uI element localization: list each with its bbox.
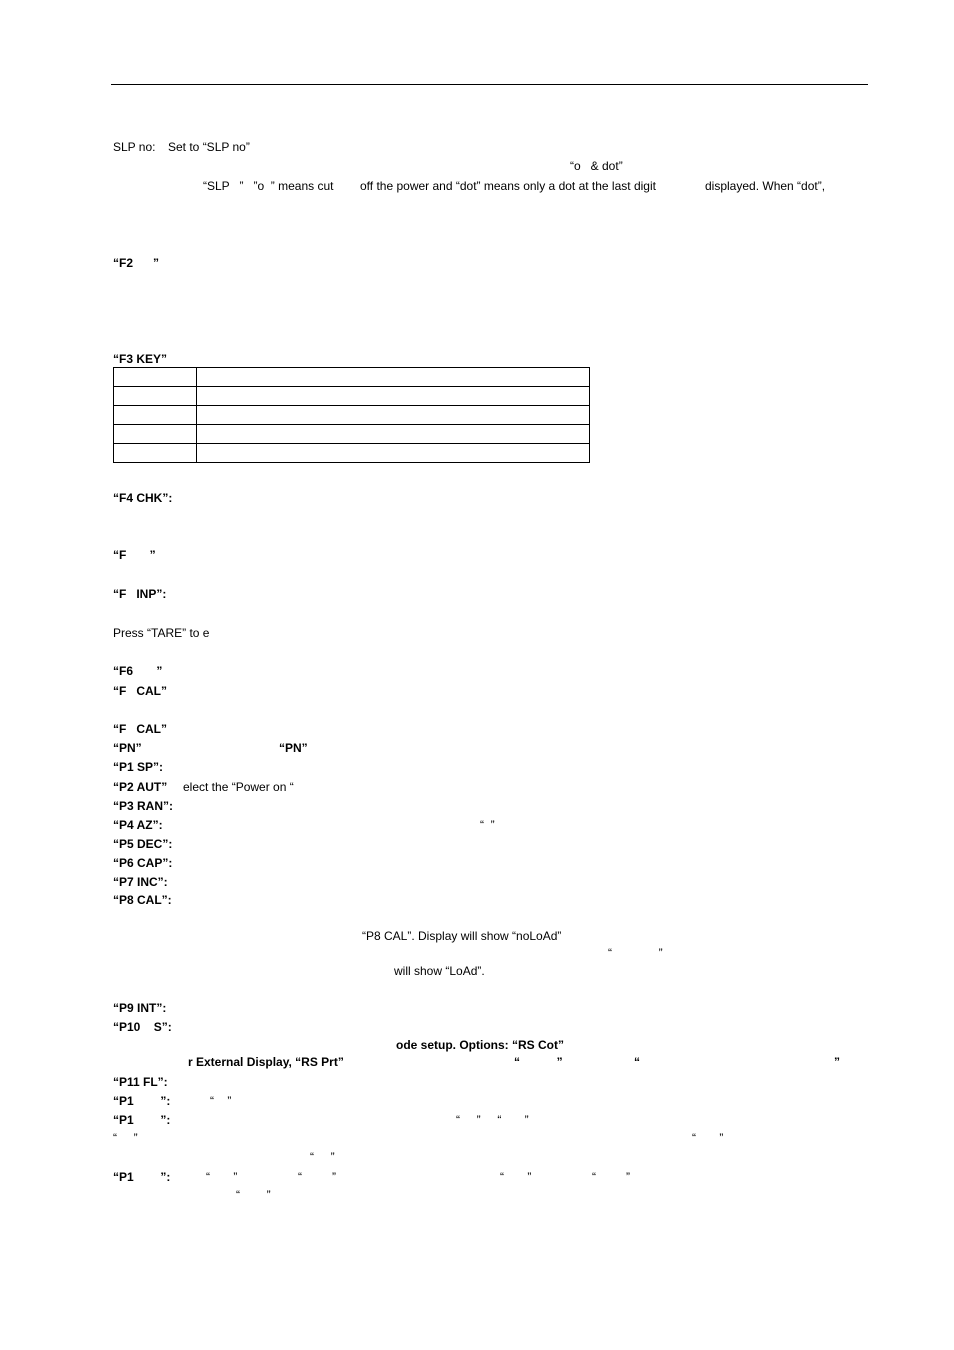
slp-desc-1: “SLP ” ”o ” means cut [203,179,334,193]
p7-heading: “P7 INC”: [113,875,168,889]
p14-text-3: “ ” [500,1170,532,1184]
p9-heading: “P9 INT”: [113,1001,167,1015]
p10-text-4: “ [634,1055,640,1069]
press-tare-text: Press “TARE” to e [113,626,210,640]
p14-text-2: “ ” [298,1170,336,1184]
finp-heading: “F INP”: [113,587,167,601]
p14-text-1: “ ” [206,1170,238,1184]
p11-heading: “P11 FL”: [113,1075,168,1089]
slp-desc-2: off the power and “dot” means only a dot at the last digit [360,179,656,193]
f3-heading: “F3 KEY” [113,352,168,366]
p5-heading: “P5 DEC”: [113,837,173,851]
p10-heading: “P10 S”: [113,1020,172,1034]
slp-desc-3: displayed. When “dot”, [705,179,826,193]
table-cell [114,425,197,444]
table-row [114,368,590,387]
p2-heading: “P2 AUT” [113,780,168,794]
pn-heading: “PN” [113,741,142,755]
pn-inline: “PN” [279,741,308,755]
p10-text-3: “ ” [514,1055,563,1069]
p1-heading: “P1 SP”: [113,760,164,774]
o-dot-text: “o & dot” [570,159,623,173]
table-cell [197,425,590,444]
p8-text-2: “ ” [608,946,663,960]
table-cell [197,368,590,387]
p8-heading: “P8 CAL”: [113,893,172,907]
quote-line-2: “ ” [310,1150,335,1164]
p12-heading: “P1 ”: [113,1094,171,1108]
table-cell [197,444,590,463]
table-cell [197,387,590,406]
p12-text: “ ” [210,1094,232,1108]
table-row [114,406,590,425]
table-row [114,444,590,463]
p3-heading: “P3 RAN”: [113,799,174,813]
fcal-heading-2: “F CAL” [113,722,167,736]
fcal-heading-1: “F CAL” [113,684,167,698]
p10-text-5: ” [834,1055,840,1069]
quote-line-1b: “ ” [692,1131,724,1145]
p10-text-2: r External Display, “RS Prt” [188,1055,344,1069]
f2-heading: “F2 ” [113,256,160,270]
table-row [114,425,590,444]
p13-heading: “P1 ”: [113,1113,171,1127]
table-cell [114,406,197,425]
key-table [113,367,590,463]
p4-quote: “ ” [480,818,495,832]
p8-text-1: “P8 CAL”. Display will show “noLoAd” [362,929,562,943]
table-row [114,387,590,406]
header-rule [111,84,868,85]
f6-heading: “F6 ” [113,664,163,678]
table-cell [114,368,197,387]
p14-text-4: “ ” [592,1170,630,1184]
table-cell [197,406,590,425]
p2-text: elect the “Power on “ [183,780,294,794]
p10-text-1: ode setup. Options: “RS Cot” [396,1038,564,1052]
table-cell [114,387,197,406]
p8-text-3: will show “LoAd”. [394,964,485,978]
f4-heading: “F4 CHK”: [113,491,173,505]
table-cell [114,444,197,463]
p4-heading: “P4 AZ”: [113,818,163,832]
quote-line-3: “ ” [236,1188,271,1202]
p6-heading: “P6 CAP”: [113,856,173,870]
slp-no-text: Set to “SLP no” [168,140,250,154]
quote-line-1: “ ” [113,1131,138,1145]
f5-heading: “F ” [113,548,156,562]
slp-no-label: SLP no: [113,140,156,154]
p14-heading: “P1 ”: [113,1170,171,1184]
p13-text: “ ” “ ” [456,1113,529,1127]
